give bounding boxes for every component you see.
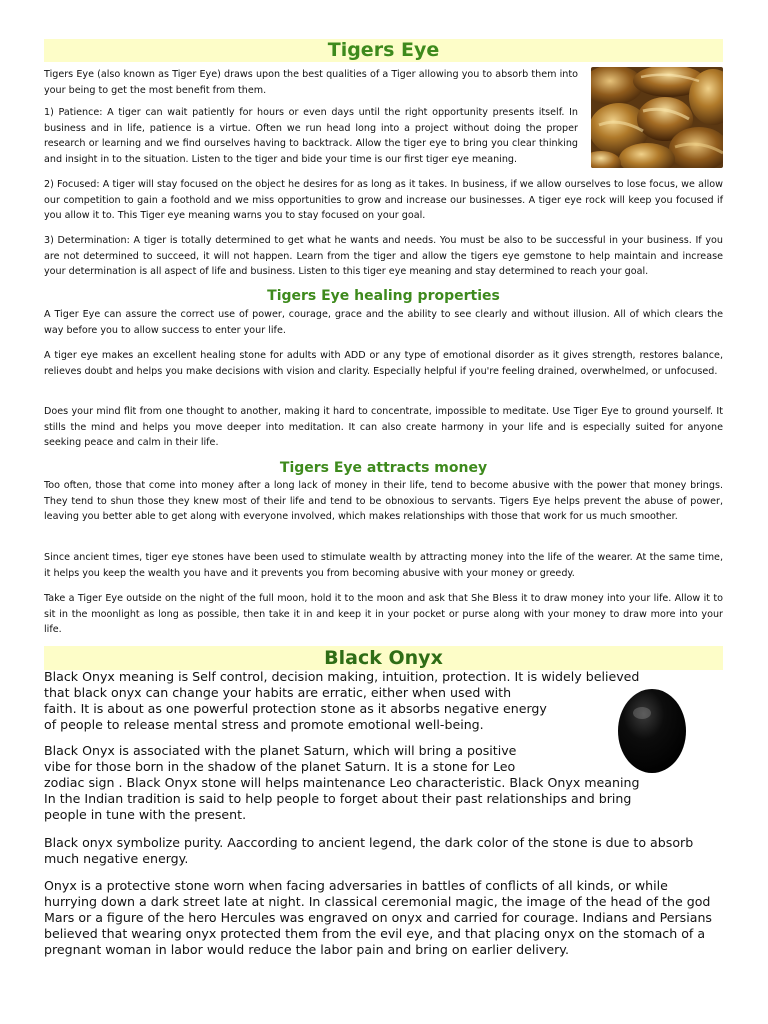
black-onyx-title: Black Onyx [44, 646, 723, 670]
money-paragraph-3: Take a Tiger Eye outside on the night of the full moon, hold it to the moon and ask that She Bless it to draw money into your life. Allow it to sit in the moonlight as long as possible, then take it in and keep it in your pocket or purse along with your money to draw more into your life. [44, 593, 723, 636]
tigers-eye-stones-image [591, 67, 723, 168]
tigers-eye-title: Tigers Eye [44, 39, 723, 62]
onyx-p2-line-3: zodiac sign . Black Onyx stone will helps maintenance Leo characteristic. Black Onyx meaning [44, 775, 640, 790]
tigers-eye-determination: 3) Determination: A tiger is totally determined to get what he wants and needs. You must be also to be successful in your business. If you are not determined to succeed, it will not happen. Learn from the tiger and allow the tigers eye gemstone to help maintain and increase your determination is all aspect of life and business. Listen to this tiger eye meaning and stay determined to reach your goal. [44, 235, 723, 278]
money-paragraph-1: Too often, those that come into money after a long lack of money in their life, tend to become abusive with the power that money brings. They tend to shun those they knew most of their life and tend to be obnoxious to servants. Tigers Eye helps prevent the abuse of power, leaving you better able to get along with everyone involved, which makes relationships with those that work for us much smoother. [44, 480, 723, 523]
onyx-p1-line-2: that black onyx can change your habits are erratic, either when used with [44, 685, 512, 700]
tigers-eye-intro: Tigers Eye (also known as Tiger Eye) draws upon the best qualities of a Tiger allowing you to absorb them into your being to get the most benefit from them. [44, 69, 578, 96]
healing-properties-heading: Tigers Eye healing properties [267, 288, 500, 304]
onyx-paragraph-4: Onyx is a protective stone worn when facing adversaries in battles of conflicts of all kinds, or while hurrying down a dark street late at night. In classical ceremonial magic, the image of the head of the god Mars or a figure of the hero Hercules was engraved on onyx and carried for courage. Indians and Persians believed that wearing onyx protected them from the evil eye, and that placing onyx on the stomach of a pregnant woman in labor would reduce the labor pain and bring on earlier delivery. [44, 878, 712, 958]
onyx-p2-line-1: Black Onyx is associated with the planet Saturn, which will bring a positive [44, 743, 517, 758]
onyx-p1-line-1: Black Onyx meaning is Self control, decision making, intuition, protection. It is widely believed [44, 669, 640, 684]
onyx-p2-line-2: vibe for those born in the shadow of the planet Saturn. It is a stone for Leo [44, 759, 516, 774]
money-paragraph-2: Since ancient times, tiger eye stones have been used to stimulate wealth by attracting money into the life of the wearer. At the same time, it helps you keep the wealth you have and it prevents you from becoming abusive with your money or greedy. [44, 552, 723, 579]
healing-paragraph-2: A tiger eye makes an excellent healing stone for adults with ADD or any type of emotional disorder as it gives strength, restores balance, relieves doubt and helps you make decisions with vision and clarity. Especially helpful if you're feeling drained, overwhelmed, or unfocused. [44, 350, 723, 377]
healing-paragraph-1: A Tiger Eye can assure the correct use of power, courage, grace and the ability to see clearly and without illusion. All of which clears the way before you to allow success to enter your life. [44, 309, 723, 336]
onyx-p2-line-5: people in tune with the present. [44, 807, 247, 822]
healing-paragraph-3: Does your mind flit from one thought to another, making it hard to concentrate, impossible to meditate. Use Tiger Eye to ground yourself. It stills the mind and helps you move deeper into meditation. It can also create harmony in your life and is especially suited for anyone seeking peace and calm in their life. [44, 406, 723, 449]
onyx-p1-line-3: faith. It is about as one powerful protection stone as it absorbs negative energy [44, 701, 547, 716]
attracts-money-heading: Tigers Eye attracts money [279, 460, 488, 476]
tigers-eye-focused: 2) Focused: A tiger will stay focused on the object he desires for as long as it takes. In business, if we allow ourselves to lose focus, we allow our competition to gain a foothold and we miss opportunities to grow and increase our businesses. A tiger eye rock will keep you focused if you allow it to. This Tiger eye meaning warns you to stay focused on your goal. [44, 179, 723, 222]
black-onyx-stone-image [616, 687, 688, 775]
onyx-p2-line-4: In the Indian tradition is said to help people to forget about their past relationships and bring [44, 791, 632, 806]
tigers-eye-patience: 1) Patience: A tiger can wait patiently for hours or even days until the right opportunity presents itself. In business and in life, patience is a virtue. Often we run head long into a project without doing the proper research or learning and we find ourselves having to backtrack. Allow the tiger eye to bring you clear thinking and insight in to the situation. Listen to the tiger and bide your time is our first tiger eye meaning. [44, 107, 578, 165]
onyx-p1-line-4: of people to release mental stress and promote emotional well-being. [44, 717, 484, 732]
onyx-paragraph-3: Black onyx symbolize purity. Aaccording to ancient legend, the dark color of the stone is due to absorb much negative energy. [44, 835, 694, 867]
